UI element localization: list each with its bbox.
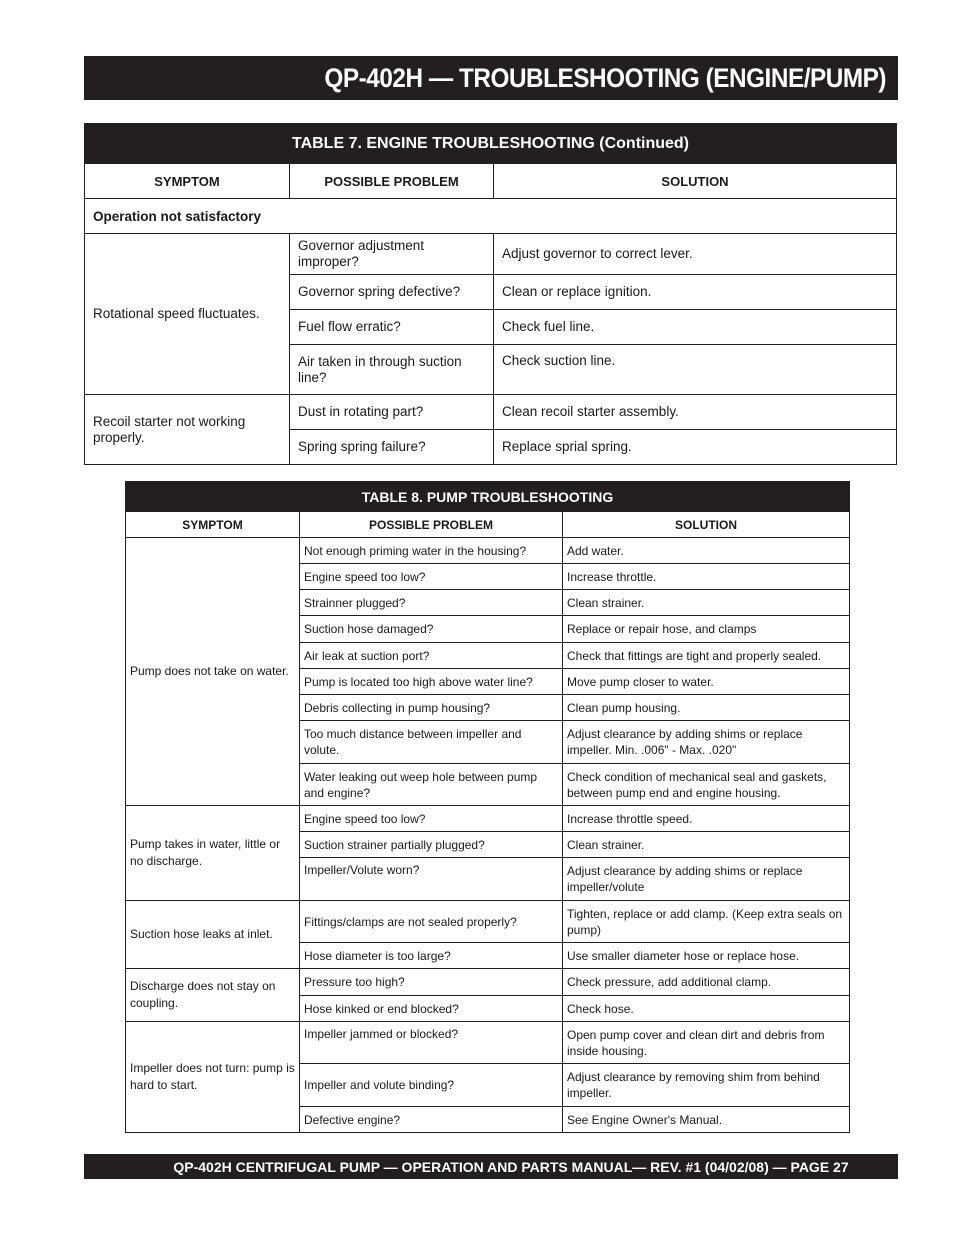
symptom-cell: Recoil starter not working properly. [85, 395, 290, 465]
table-row [126, 969, 850, 996]
problem-cell: Too much distance between impeller and volute. [300, 721, 563, 764]
problem-cell: Air taken in through suction line? [290, 345, 494, 395]
header-possible-problem: POSSIBLE PROBLEM [300, 512, 563, 538]
problem-cell: Defective engine? [300, 1107, 563, 1133]
problem-cell: Suction hose damaged? [300, 616, 563, 643]
problem-cell: Governor adjustment improper? [290, 234, 494, 275]
solution-cell: Clean recoil starter assembly. [494, 395, 897, 430]
problem-cell: Debris collecting in pump housing? [300, 695, 563, 721]
table-caption: TABLE 7. ENGINE TROUBLESHOOTING (Continued) [85, 124, 897, 164]
symptom-cell: Impeller does not turn: pump is hard to start. [126, 1022, 300, 1133]
problem-cell: Hose kinked or end blocked? [300, 996, 563, 1022]
header-solution: SOLUTION [494, 164, 897, 199]
solution-cell: Move pump closer to water. [563, 669, 850, 695]
problem-cell: Fuel flow erratic? [290, 310, 494, 345]
problem-cell: Impeller and volute binding? [300, 1064, 563, 1107]
solution-cell: Add water. [563, 538, 850, 564]
problem-cell: Fittings/clamps are not sealed properly? [300, 901, 563, 943]
problem-cell: Governor spring defective? [290, 275, 494, 310]
problem-cell: Spring spring failure? [290, 430, 494, 465]
solution-cell: Increase throttle. [563, 564, 850, 590]
solution-cell: Adjust clearance by adding shims or replace impeller. Min. .006" - Max. .020" [563, 721, 850, 764]
problem-cell: Strainner plugged? [300, 590, 563, 616]
problem-cell: Engine speed too low? [300, 806, 563, 832]
solution-cell: Increase throttle speed. [563, 806, 850, 832]
solution-cell: Check hose. [563, 996, 850, 1022]
solution-cell: Check pressure, add additional clamp. [563, 969, 850, 996]
section-heading: Operation not satisfactory [85, 199, 897, 234]
solution-cell: See Engine Owner's Manual. [563, 1107, 850, 1133]
problem-cell: Engine speed too low? [300, 564, 563, 590]
solution-cell: Use smaller diameter hose or replace hose. [563, 943, 850, 969]
solution-cell: Check fuel line. [494, 310, 897, 345]
solution-cell: Adjust governor to correct lever. [494, 234, 897, 275]
solution-cell: Check that fittings are tight and properly sealed. [563, 643, 850, 669]
symptom-cell: Discharge does not stay on coupling. [126, 969, 300, 1022]
solution-cell: Check condition of mechanical seal and gaskets, between pump end and engine housing. [563, 764, 850, 806]
header-solution: SOLUTION [563, 512, 850, 538]
table-row [126, 1022, 850, 1064]
solution-cell: Tighten, replace or add clamp. (Keep extra seals on pump) [563, 901, 850, 943]
problem-cell: Suction strainer partially plugged? [300, 832, 563, 858]
solution-cell: Clean strainer. [563, 590, 850, 616]
table-row [126, 806, 850, 832]
problem-cell: Impeller jammed or blocked? [300, 1022, 563, 1064]
footer-text: QP-402H CENTRIFUGAL PUMP — OPERATION AND PARTS MANUAL— REV. #1 (04/02/08) — PAGE 27 [173, 1158, 849, 1175]
symptom-cell: Rotational speed fluctuates. [85, 234, 290, 395]
page-footer [84, 1154, 898, 1179]
header-possible-problem: POSSIBLE PROBLEM [290, 164, 494, 199]
solution-cell: Adjust clearance by adding shims or replace impeller/volute [563, 858, 850, 901]
engine-troubleshooting-table [84, 123, 897, 465]
problem-cell: Water leaking out weep hole between pump and engine? [300, 764, 563, 806]
solution-cell: Open pump cover and clean dirt and debris from inside housing. [563, 1022, 850, 1064]
header-symptom: SYMPTOM [85, 164, 290, 199]
pump-troubleshooting-table [125, 481, 850, 1133]
problem-cell: Hose diameter is too large? [300, 943, 563, 969]
table-row [85, 234, 897, 275]
problem-cell: Pump is located too high above water line? [300, 669, 563, 695]
problem-cell: Pressure too high? [300, 969, 563, 996]
symptom-cell: Suction hose leaks at inlet. [126, 901, 300, 969]
page-title-bar [84, 56, 898, 100]
table-row [126, 901, 850, 943]
symptom-cell: Pump does not take on water. [126, 538, 300, 806]
header-symptom: SYMPTOM [126, 512, 300, 538]
table-caption: TABLE 8. PUMP TROUBLESHOOTING [126, 482, 850, 512]
solution-cell: Clean pump housing. [563, 695, 850, 721]
solution-cell: Clean strainer. [563, 832, 850, 858]
solution-cell: Clean or replace ignition. [494, 275, 897, 310]
problem-cell: Dust in rotating part? [290, 395, 494, 430]
solution-cell: Check suction line. [494, 345, 897, 395]
symptom-cell: Pump takes in water, little or no discharge. [126, 806, 300, 901]
problem-cell: Not enough priming water in the housing? [300, 538, 563, 564]
page-title: QP-402H — TROUBLESHOOTING (ENGINE/PUMP) [324, 62, 886, 93]
table-row [126, 538, 850, 564]
solution-cell: Adjust clearance by removing shim from behind impeller. [563, 1064, 850, 1107]
solution-cell: Replace sprial spring. [494, 430, 897, 465]
solution-cell: Replace or repair hose, and clamps [563, 616, 850, 643]
table-row [85, 395, 897, 430]
problem-cell: Impeller/Volute worn? [300, 858, 563, 901]
problem-cell: Air leak at suction port? [300, 643, 563, 669]
